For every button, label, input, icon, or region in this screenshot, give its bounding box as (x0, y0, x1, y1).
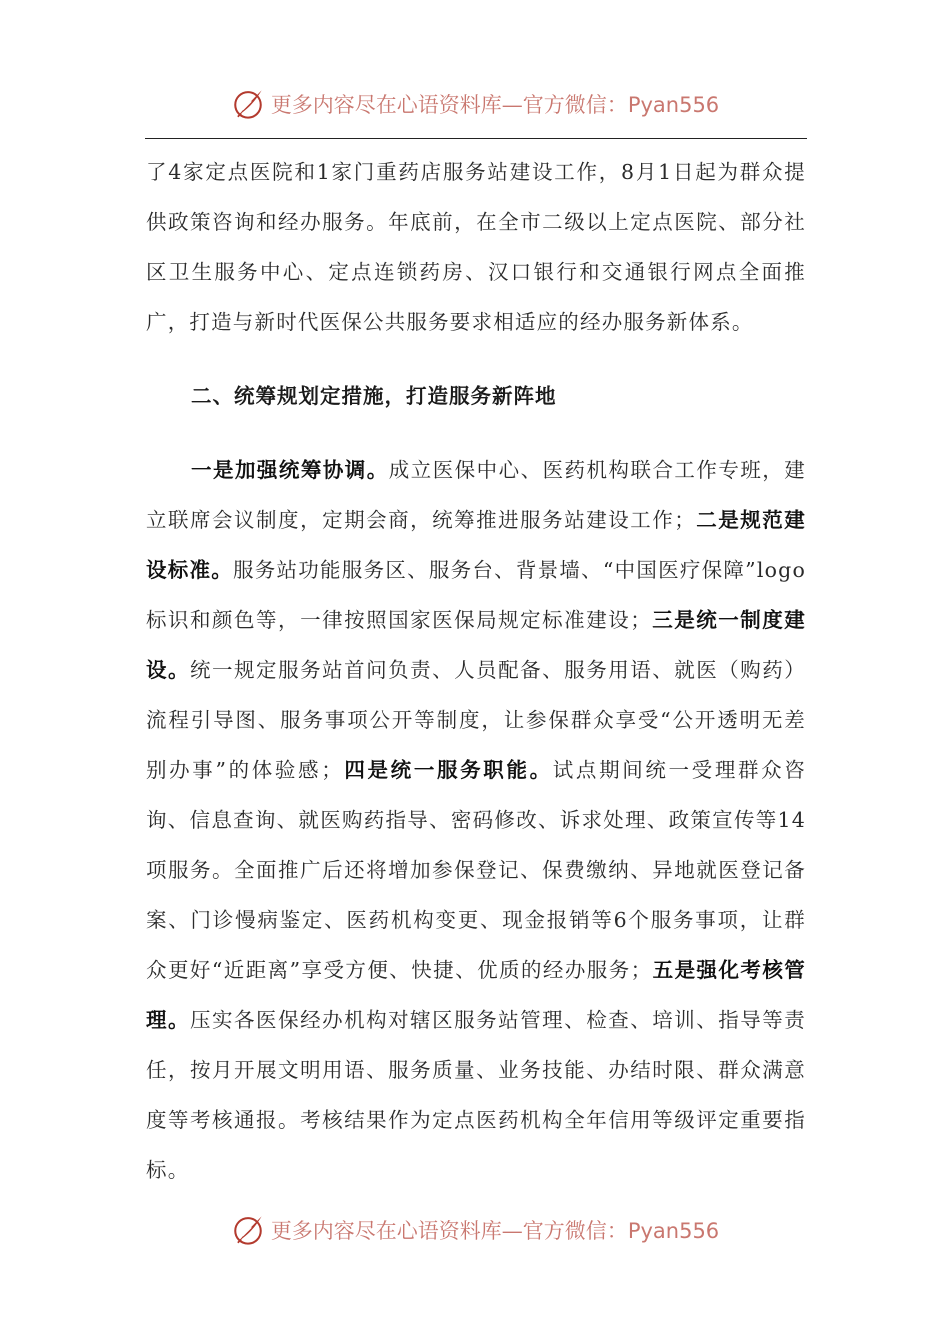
item5-title: 五是强化考核管理。 (146, 958, 807, 1032)
paragraph-2 (146, 445, 806, 1195)
item5-text: 压实各医保经办机构对辖区服务站管理、检查、培训、指导等责任，按月开展文明用语、服务质量、业务技能、办结时限、群众满意度等考核通报。考核结果作为定点医药机构全年信用等级评定重要指标。 (146, 1008, 806, 1182)
paragraph-1: 了4家定点医院和1家门重药店服务站建设工作，8月1日起为群众提供政策咨询和经办服务。年底前，在全市二级以上定点医院、部分社区卫生服务中心、定点连锁药房、汉口银行和交通银行网点全面推广，打造与新时代医保公共服务要求相适应的经办服务新体系。 (146, 160, 806, 334)
item2-text: 服务站功能服务区、服务台、背景墙、“中国医疗保障”logo标识和颜色等，一律按照国家医保局规定标准建设； (146, 558, 806, 632)
header-banner-text (271, 89, 719, 119)
quill-logo-icon (231, 87, 265, 121)
header-banner-label: 更多内容尽在心语资料库—官方微信： (270, 93, 628, 117)
item2-title: 二是规范建设标准。 (146, 508, 807, 582)
footer-wechat-id: Pyan556 (627, 1219, 720, 1243)
footer-banner-text (271, 1215, 719, 1245)
footer-banner (0, 1210, 950, 1250)
footer-banner-label: 更多内容尽在心语资料库—官方微信： (270, 1219, 628, 1243)
item1-text: 成立医保中心、医药机构联合工作专班，建立联席会议制度，定期会商，统筹推进服务站建设工作； (146, 458, 806, 532)
item4-text: 试点期间统一受理群众咨询、信息查询、就医购药指导、密码修改、诉求处理、政策宣传等14项服务。全面推广后还将增加参保登记、保费缴纳、异地就医登记备案、门诊慢病鉴定、医药机构变更、现金报销等6个服务事项，让群众更好“近距离”享受方便、快捷、优质的经办服务； (146, 758, 807, 982)
item4-title: 四是统一服务职能。 (342, 758, 553, 782)
header-wechat-id: Pyan556 (627, 93, 720, 117)
quill-logo-icon (231, 1213, 265, 1247)
document-body (146, 147, 806, 1195)
section-heading: 二、统筹规划定措施，打造服务新阵地 (191, 384, 557, 408)
item3-text: 统一规定服务站首问负责、人员配备、服务用语、就医（购药）流程引导图、服务事项公开等制度，让参保群众享受“公开透明无差别办事”的体验感； (146, 658, 806, 782)
item1-title: 一是加强统筹协调。 (191, 458, 389, 482)
header-divider (145, 138, 807, 139)
item3-title: 三是统一制度建设。 (146, 608, 806, 682)
header-banner (0, 84, 950, 124)
